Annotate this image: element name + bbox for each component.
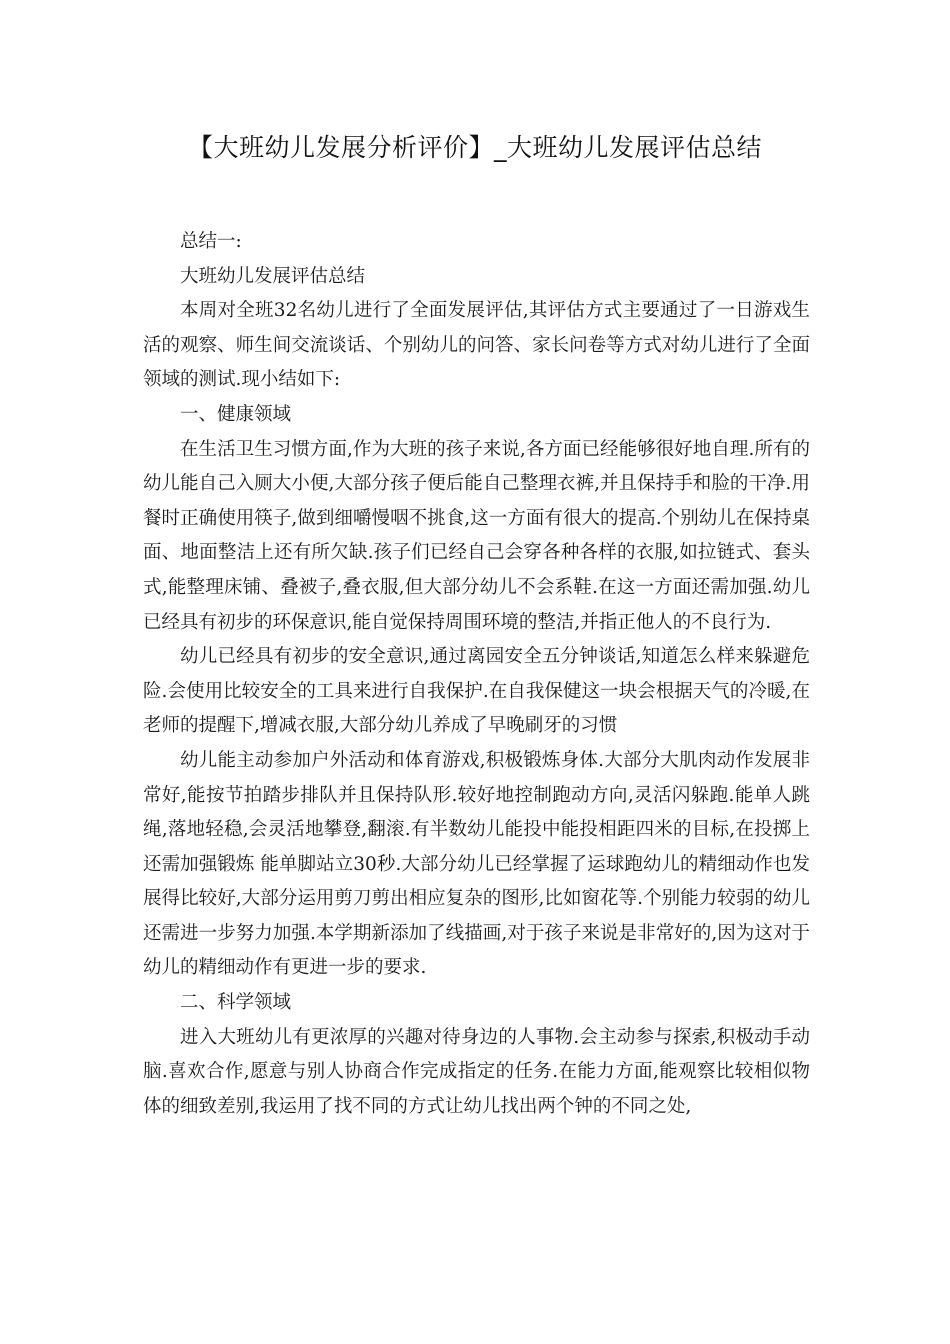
paragraph-motor-skills: 幼儿能主动参加户外活动和体育游戏,积极锻炼身体.大部分大肌肉动作发展非常好,能按节拍踏步排队并且保持队形.较好地控制跑动方向,灵活闪躲跑.能单人跳绳,落地轻稳,会灵活地攀登,翻滚.有半数幼儿能投中能投相距四米的目标,在投掷上还需加强锻炼 能单脚站立30秒.大部分幼儿已经掌握了运球跑幼儿的精细动作也发展得比较好,大部分运用剪刀剪出相应复杂的图形,比如窗花等.个别能力较弱的幼儿还需进一步努力加强.本学期新添加了线描画,对于孩子来说是非常好的,因为这对于幼儿的精细动作有更进一步的要求. [143, 749, 810, 979]
summary-heading: 大班幼儿发展评估总结 [180, 265, 366, 287]
document-body [143, 225, 810, 1124]
section-heading-health: 一、健康领域 [180, 403, 292, 425]
document-title: 【大班幼儿发展分析评价】_大班幼儿发展评估总结 [187, 133, 762, 162]
paragraph-science: 进入大班幼儿有更浓厚的兴趣对待身边的人事物.会主动参与探索,积极动手动脑.喜欢合作,愿意与别人协商合作完成指定的任务.在能力方面,能观察比较相似物体的细致差别,我运用了找不同的方式让幼儿找出两个钟的不同之处, [143, 1026, 810, 1117]
section-heading-science: 二、科学领域 [180, 992, 292, 1014]
summary-label: 总结一: [180, 231, 242, 252]
intro-paragraph: 本周对全班32名幼儿进行了全面发展评估,其评估方式主要通过了一日游戏生活的观察、师生间交流谈话、个别幼儿的问答、家长问卷等方式对幼儿进行了全面领域的测试.现小结如下: [143, 300, 810, 391]
paragraph-safety: 幼儿已经具有初步的安全意识,通过离园安全五分钟谈话,知道怎么样来躲避危险.会使用比较安全的工具来进行自我保护.在自我保健这一块会根据天气的冷暖,在老师的提醒下,增减衣服,大部分幼儿养成了早晚刷牙的习惯 [143, 646, 810, 737]
paragraph-hygiene: 在生活卫生习惯方面,作为大班的孩子来说,各方面已经能够很好地自理.所有的幼儿能自己入厕大小便,大部分孩子便后能自己整理衣裤,并且保持手和脸的干净.用餐时正确使用筷子,做到细嚼慢咽不挑食,这一方面有很大的提高.个别幼儿在保持桌面、地面整洁上还有所欠缺.孩子们已经自己会穿各种各样的衣服,如拉链式、套头式,能整理床铺、叠被子,叠衣服,但大部分幼儿不会系鞋.在这一方面还需加强.幼儿已经具有初步的环保意识,能自觉保持周围环境的整洁,并指正他人的不良行为. [143, 438, 810, 633]
